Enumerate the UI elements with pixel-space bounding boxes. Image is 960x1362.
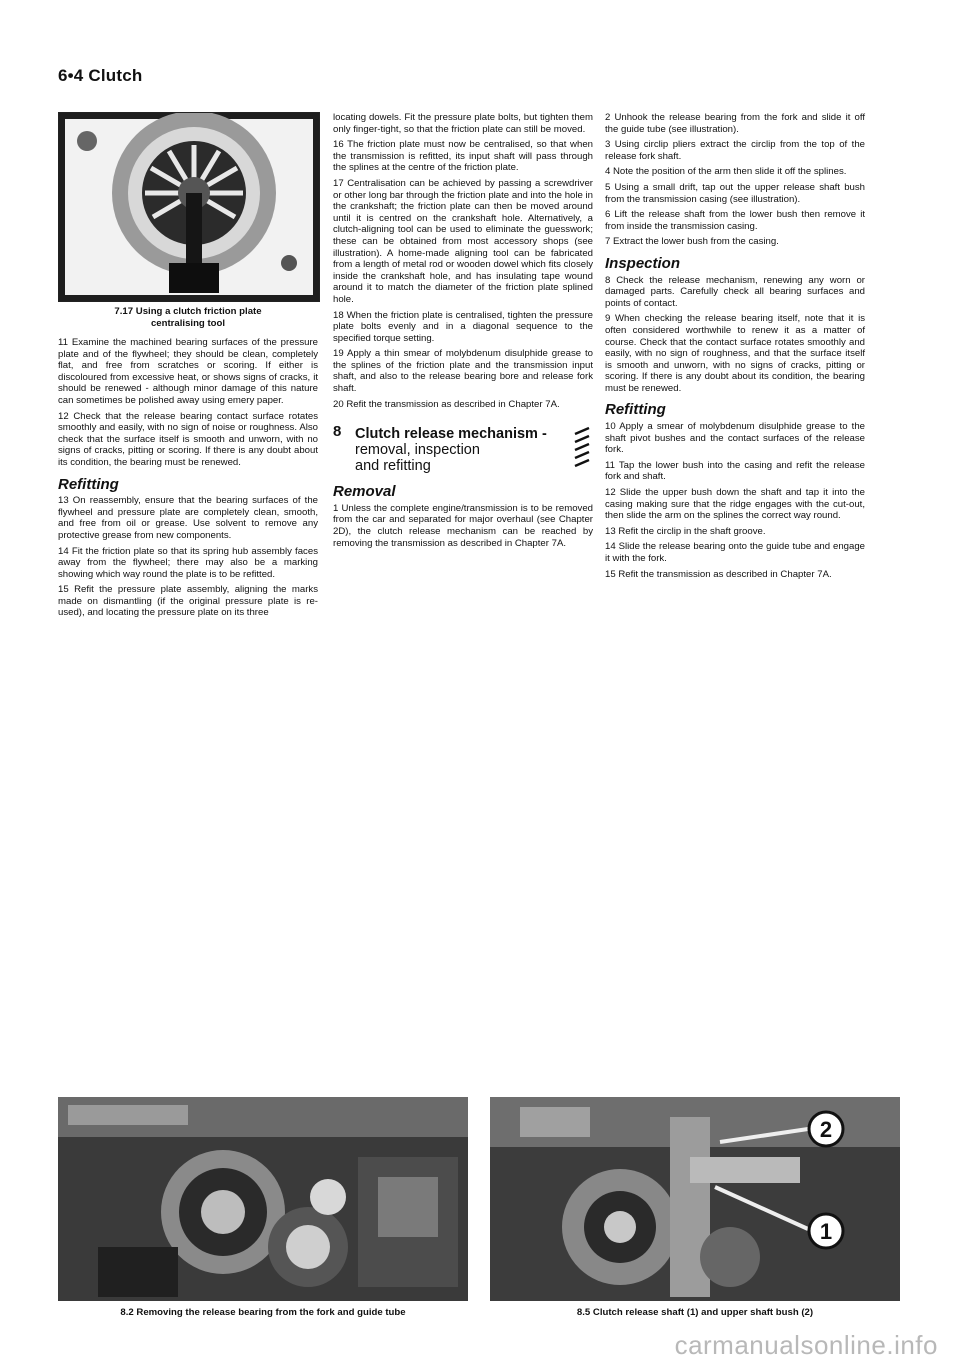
- paragraph-15: 15 Refit the pressure plate assembly, aligning the marks made on dismantling (if the original pressure plate is re-used), and locating the pressure plate on its three: [58, 584, 318, 619]
- heading-inspection: Inspection: [605, 254, 681, 272]
- paragraph-13: 13 On reassembly, ensure that the bearing surfaces of the flywheel and pressure plate are completely clean, smooth, and free from oil or grease. Use solvent to remove any protective grease from new components.: [58, 495, 318, 541]
- paragraph-15-cont: locating dowels. Fit the pressure plate bolts, but tighten them only finger-tight, so that the friction plate can still be moved.: [333, 112, 593, 135]
- paragraph-6: 6 Lift the release shaft from the lower bush then remove it from inside the transmission casing.: [605, 209, 865, 232]
- callout-label-1: 1: [819, 1219, 833, 1244]
- paragraph-20: 20 Refit the transmission as described in Chapter 7A.: [333, 398, 560, 410]
- page-header: 6•4 Clutch: [58, 66, 143, 85]
- paragraph-11b: 11 Tap the lower bush into the casing and refit the release fork and shaft.: [605, 459, 865, 483]
- section-number: 8: [333, 423, 342, 441]
- heading-removal: Removal: [333, 483, 396, 501]
- figure-caption-8-2: 8.2 Removing the release bearing from the fork and guide tube: [120, 1307, 406, 1318]
- paragraph-16: 16 The friction plate must now be centralised, so that when the transmission is refitted, its input shaft will pass through the splines at the centre of the friction plate.: [333, 139, 593, 174]
- paragraph-5: 5 Using a small drift, tap out the upper release shaft bush from the transmission casing (see illustration).: [605, 181, 865, 205]
- column-3: [605, 112, 865, 584]
- heading-refitting: Refitting: [58, 475, 119, 493]
- release-bearing-photo: [58, 1097, 468, 1301]
- paragraph-10: 10 Apply a smear of molybdenum disulphide grease to the shaft pivot bushes and the contact surfaces of the release fork.: [605, 421, 865, 456]
- paragraph-3: 3 Using circlip pliers extract the circlip from the top of the release fork shaft.: [605, 139, 865, 162]
- paragraph-13b: 13 Refit the circlip in the shaft groove.: [605, 525, 766, 537]
- paragraph-14: 14 Fit the friction plate so that its spring hub assembly faces away from the flywheel; there may also be a marking showing which way round the plate is to be refitted.: [58, 545, 318, 580]
- figure-caption-7-17: 7.17 Using a clutch friction plate centralising tool: [114, 306, 262, 329]
- paragraph-11: 11 Examine the machined bearing surfaces of the pressure plate and of the flywheel; they should be clean, completely flat, and free from scratches or scoring. If either is discoloured from excessive heat, or shows signs of cracks, it should be renewed - although minor damage of this nature can sometimes be polished away using emery paper.: [58, 337, 318, 406]
- paragraph-9: 9 When checking the release bearing itself, note that it is often considered worthwhile to renew it as a matter of course. Check that the contact surface rotates smoothly and easily, with no sign of roughness, and that the surface itself is smooth and unworn, with no signs of cracks, pitting or scoring. If there is any doubt about its condition, the bearing must be renewed.: [605, 313, 865, 394]
- section-title-line-1: Clutch release mechanism -: [355, 426, 547, 443]
- paragraph-8: 8 Check the release mechanism, renewing any worn or damaged parts. Carefully check all bearing surfaces and points of contact.: [605, 274, 865, 309]
- paragraph-12b: 12 Slide the upper bush down the shaft and tap it into the casing making sure that the ridge engages with the cut-out, then slide the arm on the splines the correct way round.: [605, 487, 865, 522]
- paragraph-15b: 15 Refit the transmission as described in Chapter 7A.: [605, 568, 832, 580]
- column-1: [58, 112, 318, 623]
- paragraph-7: 7 Extract the lower bush from the casing.: [605, 236, 779, 248]
- difficulty-spanner-icon: [571, 426, 593, 470]
- paragraph-2: 2 Unhook the release bearing from the fork and slide it off the guide tube (see illustration).: [605, 112, 865, 135]
- photo-release-shaft: [490, 1097, 900, 1301]
- paragraph-12: 12 Check that the release bearing contact surface rotates smoothly and easily, with no sign of noise or roughness. Also check that the surface itself is smooth and unworn, with no signs of cracks, pitting or scoring. If there is any doubt about its condition, the bearing must be renewed.: [58, 410, 318, 468]
- release-shaft-photo: [490, 1097, 900, 1301]
- heading-refitting-2: Refitting: [605, 401, 666, 419]
- paragraph-4: 4 Note the position of the arm then slide it off the splines.: [605, 166, 847, 178]
- section-title-line-2: removal, inspection: [355, 442, 480, 459]
- column-2: [333, 112, 593, 553]
- paragraph-19: 19 Apply a thin smear of molybdenum disulphide grease to the splines of the friction plate and the transmission input shaft, and also to the release bearing bore and release fork shaft.: [333, 348, 593, 395]
- clutch-tool-illustration: [59, 113, 319, 301]
- paragraph-14b: 14 Slide the release bearing onto the guide tube and engage it with the fork.: [605, 541, 865, 564]
- figure-caption-8-5: 8.5 Clutch release shaft (1) and upper shaft bush (2): [576, 1307, 814, 1318]
- section-8-heading: [333, 423, 593, 475]
- paragraph-17: 17 Centralisation can be achieved by passing a screwdriver or other long bar through the friction plate and into the hole in the crankshaft; the friction plate can then be moved around until it is centred on the crankshaft hole. Alternatively, a clutch-aligning tool can be used to eliminate the guesswork; these can be obtained from most accessory shops (see illustration). A home-made aligning tool can be fabricated from a length of metal rod or wooden dowel which fits closely inside the crankshaft hole, and has insulating tape wound around it to match the diameter of the friction plate splined hole.: [333, 177, 593, 305]
- section-title: [355, 426, 563, 474]
- paragraph-18: 18 When the friction plate is centralised, tighten the pressure plate bolts evenly and in a diagonal sequence to the specified torque setting.: [333, 309, 593, 344]
- watermark: carmanualsonline.info: [674, 1330, 938, 1360]
- section-title-line-3: and refitting: [355, 458, 431, 475]
- callout-label-2: 2: [819, 1117, 833, 1142]
- paragraph-1: 1 Unless the complete engine/transmission is to be removed from the car and separated for major overhaul (see Chapter 2D), the clutch release mechanism can be reached by removing the transmission as described in Chapter 7A.: [333, 502, 593, 549]
- photo-clutch-tool: [58, 112, 320, 302]
- photo-release-bearing: [58, 1097, 468, 1301]
